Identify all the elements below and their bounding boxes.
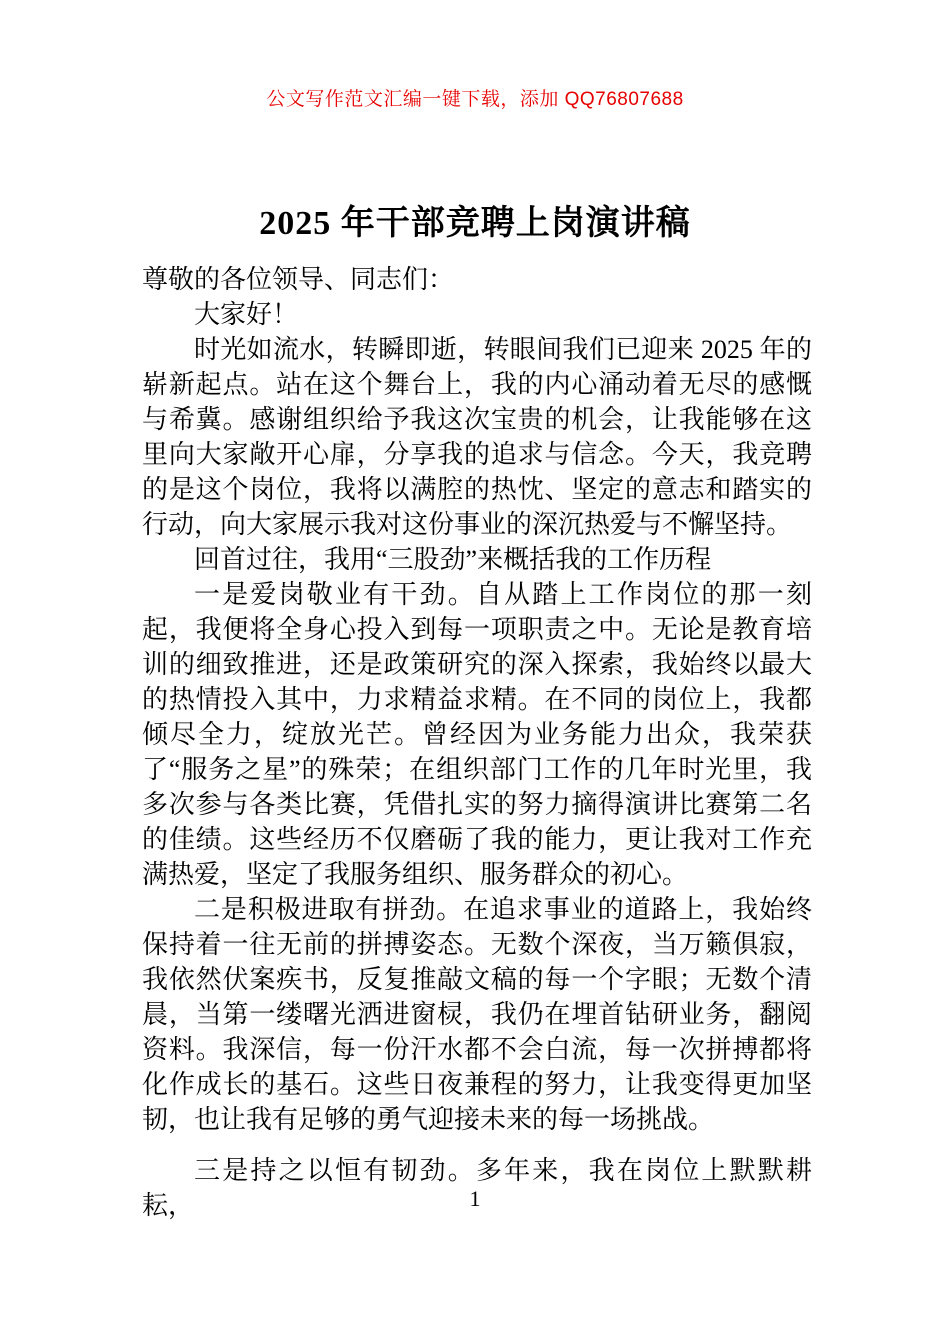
paragraph-greeting: 大家好！: [194, 300, 299, 329]
document-body: [142, 262, 812, 1223]
header-notice: 公文写作范文汇编一键下载，添加 QQ76807688: [266, 89, 684, 110]
paragraph-salutation: 尊敬的各位领导、同志们：: [142, 265, 455, 294]
paragraph-intro: 时光如流水，转瞬即逝，转眼间我们已迎来 2025 年的崭新起点。站在这个舞台上，我的内心涌动着无尽的感慨与希冀。感谢组织给予我这次宝贵的机会，让我能够在这里向大家敞开心扉，分享我的追求与信念。今天，我竞聘的是这个岗位，我将以满腔的热忱、坚定的意志和踏实的行动，向大家展示我对这份事业的深沉热爱与不懈坚持。: [142, 335, 812, 539]
paragraph-overview: 回首过往，我用“三股劲”来概括我的工作历程: [194, 545, 712, 574]
paragraph-point-one: 一是爱岗敬业有干劲。自从踏上工作岗位的那一刻起，我便将全身心投入到每一项职责之中。无论是教育培训的细致推进，还是政策研究的深入探索，我始终以最大的热情投入其中，力求精益求精。在不同的岗位上，我都倾尽全力，绽放光芒。曾经因为业务能力出众，我荣获了“服务之星”的殊荣；在组织部门工作的几年时光里，我多次参与各类比赛，凭借扎实的努力摘得演讲比赛第二名的佳绩。这些经历不仅磨砺了我的能力，更让我对工作充满热爱，坚定了我服务组织、服务群众的初心。: [142, 580, 812, 889]
paragraph-point-two: 二是积极进取有拼劲。在追求事业的道路上，我始终保持着一往无前的拼搏姿态。无数个深夜，当万籁俱寂，我依然伏案疾书，反复推敲文稿的每一个字眼；无数个清晨，当第一缕曙光洒进窗棂，我仍在埋首钻研业务，翻阅资料。我深信，每一份汗水都不会白流，每一次拼搏都将化作成长的基石。这些日夜兼程的努力，让我变得更加坚韧，也让我有足够的勇气迎接未来的每一场挑战。: [142, 895, 812, 1134]
document-title: 2025 年干部竞聘上岗演讲稿: [259, 204, 691, 242]
page-number: 1: [469, 1186, 481, 1211]
paragraph-point-three: 三是持之以恒有韧劲。多年来，我在岗位上默默耕耘，: [142, 1156, 812, 1220]
